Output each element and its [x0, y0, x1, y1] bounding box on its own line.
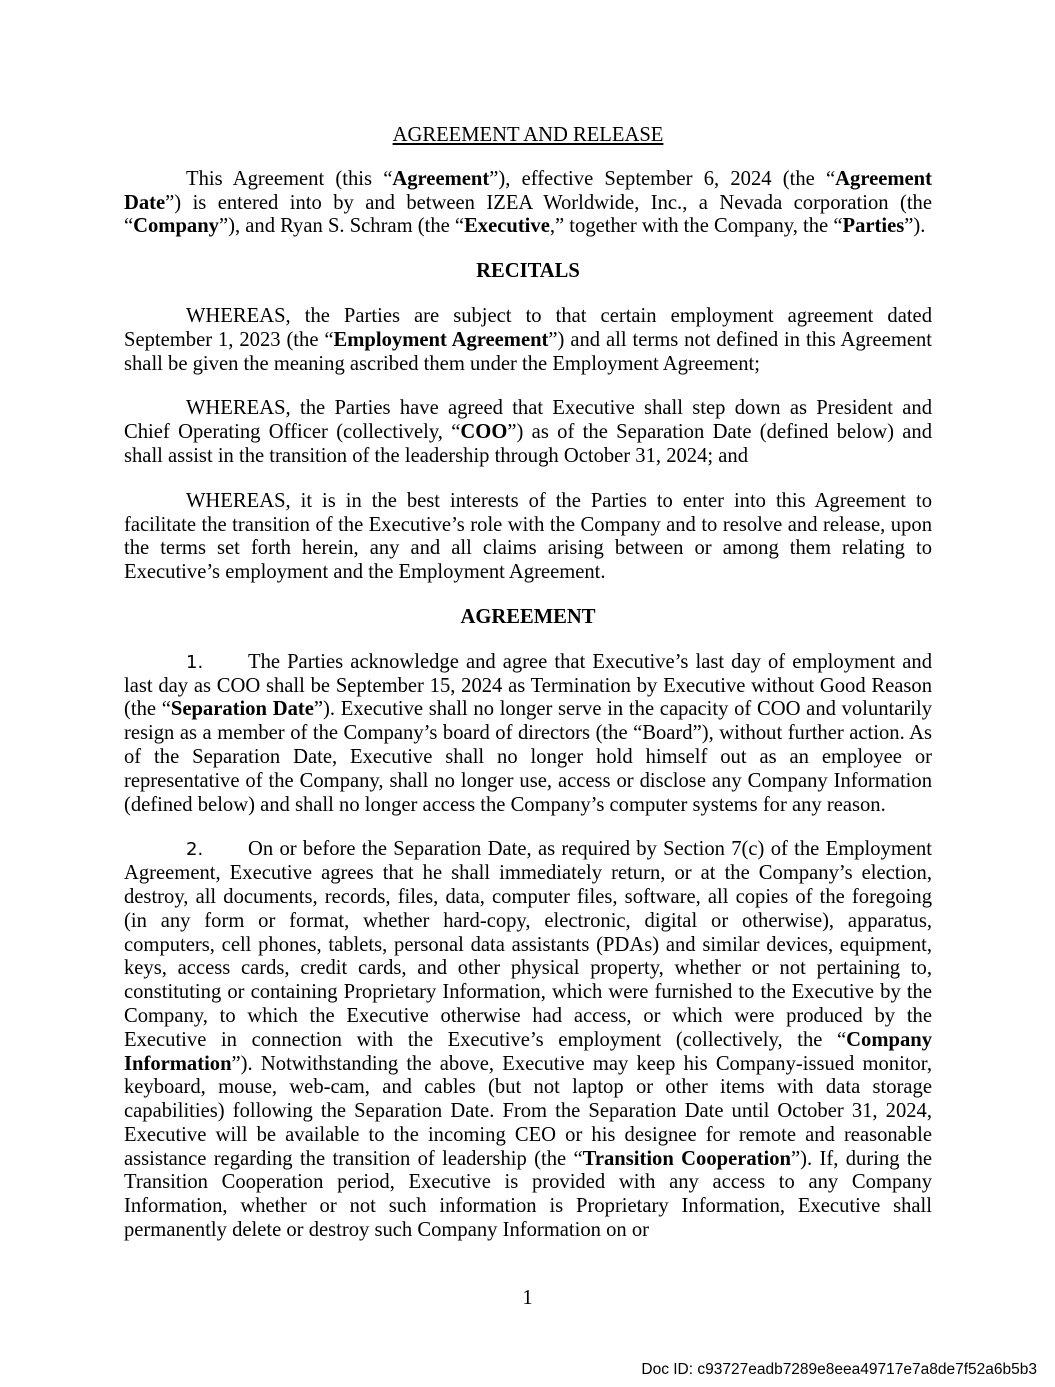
text-segment: ”), effective September 6, 2024 (the “ [489, 167, 836, 190]
text-segment: WHEREAS, the Parties are subject to that certain employment agreement dated September 1, 2023 (the “ [124, 304, 932, 351]
text-segment: This Agreement (this “ [186, 167, 393, 190]
document-page [124, 0, 932, 1243]
text-segment: ”). Executive shall no longer serve in the capacity of COO and voluntarily resign as a member of the Company’s board of directors (the “Board”), without further action. As of the Separation Date, Executive shall no longer hold himself out as an employee or representative of the Company, shall no longer use, access or disclose any Company Information (defined below) and shall no longer access the Company’s computer systems for any reason. [124, 698, 932, 816]
defined-term: Employment Agreement [333, 328, 549, 351]
text-segment: WHEREAS, the Parties have agreed that Executive shall step down as President and Chief Operating Officer (collectively, “ [124, 397, 932, 444]
agreement-heading: AGREEMENT [460, 605, 596, 628]
text-segment: ”) is entered into by and between IZEA Worldwide, Inc., a Nevada corporation (the “ [124, 191, 932, 238]
recital-paragraph [124, 397, 932, 468]
section-number: 1. [186, 651, 204, 673]
text-segment: On or before the Separation Date, as required by Section 7(c) of the Employment Agreement, Executive agrees that he shall immediately return, or at the Company’s election, destroy, all documents, records, files, data, computer files, software, all copies of the foregoing (in any form or format, whether hard-copy, electronic, digital or otherwise), apparatus, computers, cell phones, tablets, personal data assistants (PDAs) and similar devices, equipment, keys, access cards, credit cards, and other physical property, whether or not pertaining to, constituting or containing Proprietary Information, which were furnished to the Executive by the Company, to which the Executive otherwise had access, or which were produced by the Executive in connection with the Executive’s employment (collectively, the “ [124, 838, 932, 1051]
defined-term: Transition Cooperation [582, 1147, 791, 1170]
defined-term: Separation Date [170, 698, 314, 721]
section-paragraph [124, 651, 932, 818]
text-segment: ”) as of the Separation Date (defined below) and shall assist in the transition of the leadership through October 31, 2024; and [124, 421, 933, 467]
recital-paragraph [124, 305, 932, 376]
defined-term: Agreement [392, 167, 490, 190]
text-segment: ”), and Ryan S. Schram (the “ [218, 215, 465, 238]
page-footer [0, 1264, 1055, 1387]
defined-term: COO [460, 421, 508, 444]
recital-paragraph [124, 490, 932, 585]
defined-term: Company [133, 215, 219, 238]
text-segment: ,” together with the Company, the “ [549, 215, 843, 238]
text-segment: The Parties acknowledge and agree that Executive’s last day of employment and last day as COO shall be September 15, 2024 as Termination by Executive without Good Reason (the “ [124, 650, 932, 721]
text-segment: WHEREAS, it is in the best interests of the Parties to enter into this Agreement to facilitate the transition of the Executive’s role with the Company and to resolve and release, upon the terms set forth herein, any and all claims arising between or among them relating to Executive’s employment and the Employment Agreement. [124, 489, 932, 584]
text-segment: ”) and all terms not defined in this Agreement shall be given the meaning ascribed them under the Employment Agreement; [124, 328, 932, 375]
text-segment: ”). If, during the Transition Cooperation period, Executive is provided with any access to any Company Information, whether or not such information is Proprietary Information, Executive shall permanently delete or destroy such Company Information on or [124, 1147, 933, 1242]
recitals-heading: RECITALS [476, 260, 580, 283]
defined-term: Parties [842, 215, 905, 238]
section-text [124, 838, 932, 1241]
text-segment: ”). Notwithstanding the above, Executive may keep his Company-issued monitor, keyboard, mouse, web-cam, and cables (but not laptop or other items with data storage capabilities) following the Separation Date. From the Separation Date until October 31, 2024, Executive will be available to the incoming CEO or his designee for remote and reasonable assistance regarding the transition of leadership (the “ [124, 1052, 932, 1170]
defined-term: Agreement Date [124, 167, 932, 214]
defined-term: Company Information [124, 1028, 932, 1075]
doc-id: Doc ID: c93727eadb7289e8eea49717e7a8de7f52a6b5b3 [641, 1360, 1037, 1378]
text-segment: ”). [904, 215, 926, 238]
page-number: 1 [522, 1286, 533, 1309]
document-title: AGREEMENT AND RELEASE [392, 124, 664, 146]
intro-paragraph [124, 168, 932, 239]
section-paragraph [124, 838, 932, 1243]
section-text [124, 651, 932, 816]
section-number: 2. [186, 839, 204, 861]
defined-term: Executive [464, 215, 550, 238]
